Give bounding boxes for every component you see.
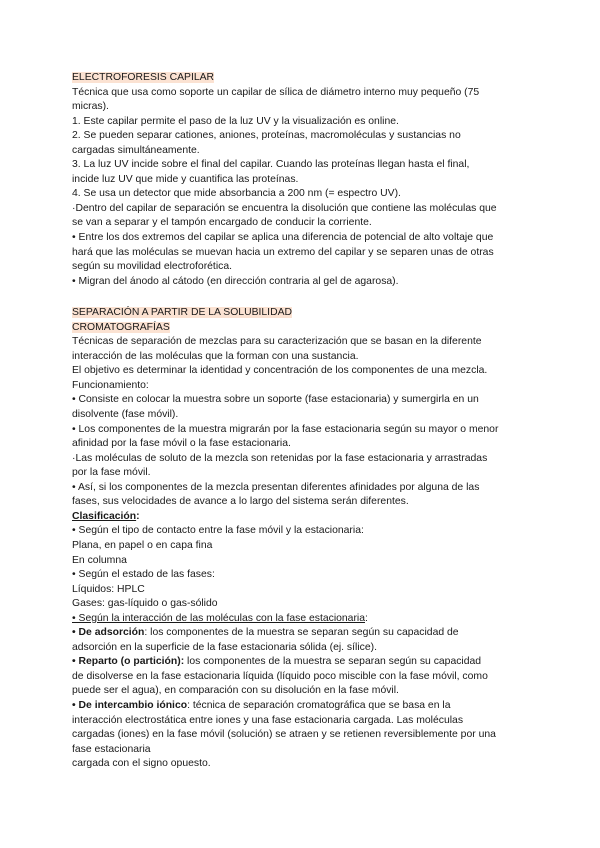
solub-line-2: El objetivo es determinar la identidad y concentración de los componentes de una mezcla. [72, 365, 488, 377]
solubilidad-title: SEPARACIÓN A PARTIR DE LA SOLUBILIDAD [72, 307, 293, 319]
electro-line-6: incide luz UV que mide y cuantifica las proteínas. [72, 173, 299, 185]
section-gap [72, 289, 532, 306]
electro-line-9: se van a separar y el tampón encargado de conducir la corriente. [72, 217, 372, 229]
clasif-line-4: Líquidos: HPLC [72, 583, 145, 595]
clasif-line-3: • Según el estado de las fases: [72, 569, 215, 581]
solub-line-6: • Los componentes de la muestra migrarán por la fase estacionaria según su mayor o menor [72, 423, 499, 435]
electro-line-5: 3. La luz UV incide sobre el final del capilar. Cuando las proteínas llegan hasta el final, [72, 159, 470, 171]
interaccion-heading: • Según la interacción de las moléculas con la fase estacionaria: [72, 612, 368, 624]
reparto-line-1: de disolverse en la fase estacionaria líquida (líquido poco miscible con la fase móvil, como [72, 670, 488, 682]
clasif-line-5: Gases: gas-líquido o gas-sólido [72, 598, 218, 610]
adsorcion-line-2: adsorción en la superficie de la fase estacionaria sólida (ej. sílice). [72, 641, 377, 653]
ionico-line-1: interacción electrostática entre iones y una fase estacionaria cargada. Las moléculas [72, 714, 464, 726]
document-page [72, 71, 532, 772]
solub-line-4: • Consiste en colocar la muestra sobre un soporte (fase estacionaria) y sumergirla en un [72, 394, 479, 406]
solub-line-0: Técnicas de separación de mezclas para su caracterización que se basan en la diferente [72, 336, 482, 348]
solub-line-11: fases, sus velocidades de avance a lo largo del sistema serán diferentes. [72, 496, 409, 508]
reparto-line-2: puede ser el agua), en comparación con su disolución en la fase móvil. [72, 685, 399, 697]
cromatografias-subtitle: CROMATOGRAFÍAS [72, 321, 170, 333]
clasif-line-2: En columna [72, 554, 127, 566]
electro-line-4: cargadas simultáneamente. [72, 144, 200, 156]
ionico-line-3: fase estacionaria [72, 743, 151, 755]
ionico-line: • De intercambio iónico: técnica de separación cromatográfica que se basa en la [72, 699, 451, 711]
electro-line-2: 1. Este capilar permite el paso de la luz UV y la visualización es online. [72, 115, 399, 127]
ionico-line-4: cargada con el signo opuesto. [72, 758, 211, 770]
electroforesis-title: ELECTROFORESIS CAPILAR [72, 72, 215, 83]
electro-line-10: • Entre los dos extremos del capilar se aplica una diferencia de potencial de alto voltaje que [72, 232, 494, 244]
clasificacion-heading: Clasificación: [72, 510, 140, 522]
electro-line-12: según su movilidad electroforética. [72, 261, 232, 273]
solub-line-10: • Así, si los componentes de la mezcla presentan diferentes afinidades por alguna de las [72, 481, 480, 493]
electro-line-0: Técnica que usa como soporte un capilar de sílica de diámetro interno muy pequeño (75 [72, 86, 480, 98]
solub-line-7: afinidad por la fase móvil o la fase estacionaria. [72, 438, 291, 450]
solub-line-3: Funcionamiento: [72, 379, 149, 391]
electro-line-1: micras). [72, 101, 109, 113]
ionico-line-2: cargadas (iones) en la fase móvil (solución) se atraen y se retienen reversiblemente por una [72, 729, 496, 741]
solub-line-9: por la fase móvil. [72, 467, 151, 479]
clasif-line-0: • Según el tipo de contacto entre la fase móvil y la estacionaria: [72, 525, 364, 537]
clasif-line-1: Plana, en papel o en capa fina [72, 539, 213, 551]
electro-line-11: hará que las moléculas se muevan hacia un extremo del capilar y se separen unas de otras [72, 246, 494, 258]
adsorcion-line: • De adsorción: los componentes de la muestra se separan según su capacidad de [72, 627, 459, 639]
solub-line-1: interacción de las moléculas que la forman con una sustancia. [72, 350, 359, 362]
electro-line-13: • Migran del ánodo al cátodo (en dirección contraria al gel de agarosa). [72, 275, 399, 287]
electro-line-8: ·Dentro del capilar de separación se encuentra la disolución que contiene las moléculas que [72, 202, 497, 214]
electro-line-3: 2. Se pueden separar cationes, aniones, proteínas, macromoléculas y sustancias no [72, 130, 461, 142]
electro-line-7: 4. Se usa un detector que mide absorbancia a 200 nm (= espectro UV). [72, 188, 401, 200]
solub-line-8: ·Las moléculas de soluto de la mezcla son retenidas por la fase estacionaria y arrastradas [72, 452, 488, 464]
reparto-line: • Reparto (o partición): los componentes de la muestra se separan según su capacidad [72, 656, 482, 668]
solub-line-5: disolvente (fase móvil). [72, 409, 179, 421]
